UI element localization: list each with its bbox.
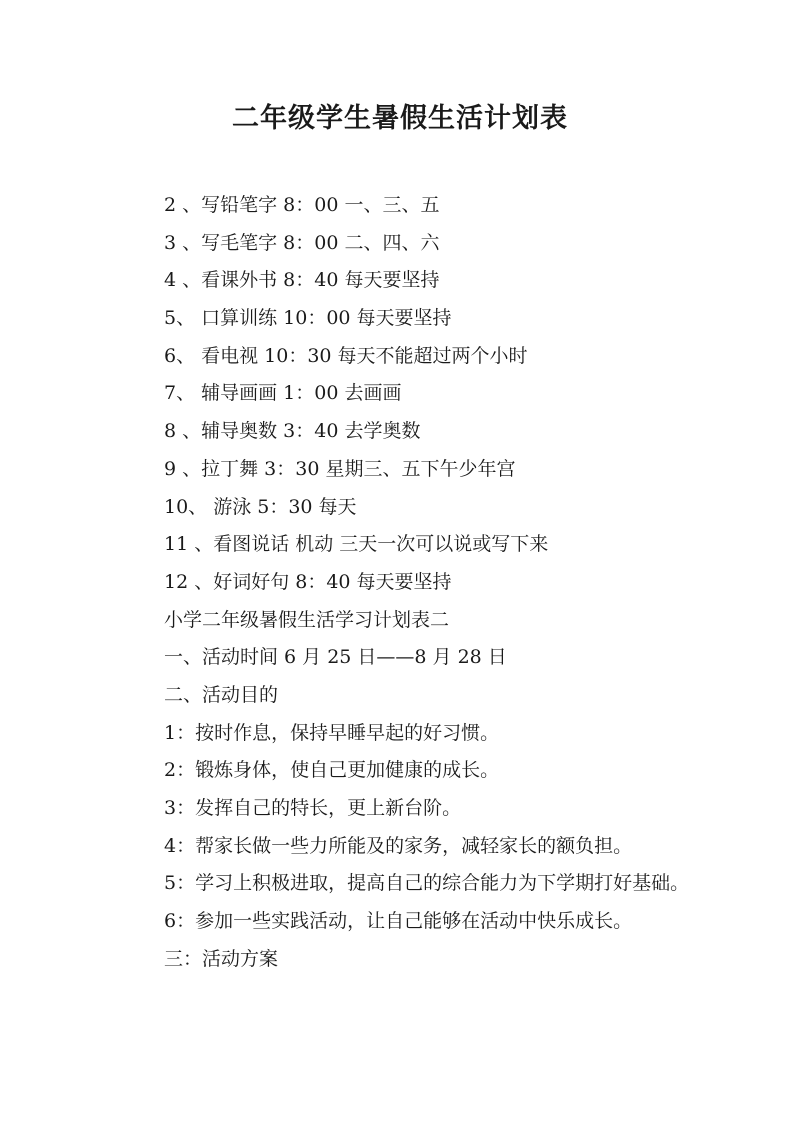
goal-item-5: 5：学习上积极进取，提高自己的综合能力为下学期打好基础。 <box>164 872 690 895</box>
plan-item-2: 2 、写铅笔字 8：00 一、三、五 <box>164 194 440 216</box>
plan-item-11: 11 、看图说话 机动 三天一次可以说或写下来 <box>164 533 549 556</box>
plan-item-10: 10、 游泳 5：30 每天 <box>164 495 357 518</box>
document-body <box>122 187 712 978</box>
plan-item-12: 12 、好词好句 8：40 每天要坚持 <box>164 570 452 593</box>
activity-plan-heading: 三：活动方案 <box>164 947 279 970</box>
plan-item-9: 9 、拉丁舞 3：30 星期三、五下午少年宫 <box>164 457 516 480</box>
activity-time: 一、活动时间 6 月 25 日——8 月 28 日 <box>164 646 507 669</box>
goal-item-6: 6：参加一些实践活动，让自己能够在活动中快乐成长。 <box>164 910 633 933</box>
plan-item-8: 8 、辅导奥数 3：40 去学奥数 <box>164 420 421 443</box>
goal-item-3: 3：发挥自己的特长，更上新台阶。 <box>164 797 462 819</box>
activity-goals-heading: 二、活动目的 <box>164 683 279 706</box>
plan-item-4: 4 、看课外书 8：40 每天要坚持 <box>164 269 440 292</box>
plan-item-7: 7、 辅导画画 1：00 去画画 <box>164 382 402 405</box>
goal-item-1: 1：按时作息，保持早睡早起的好习惯。 <box>164 721 500 744</box>
goal-item-2: 2：锻炼身体，使自己更加健康的成长。 <box>164 759 500 782</box>
goal-item-4: 4：帮家长做一些力所能及的家务，减轻家长的额负担。 <box>164 834 633 857</box>
page-title: 二年级学生暑假生活计划表 <box>232 103 568 134</box>
plan-item-6: 6、 看电视 10：30 每天不能超过两个小时 <box>164 344 528 367</box>
plan-item-3: 3 、写毛笔字 8：00 二、四、六 <box>164 231 440 254</box>
plan-item-5: 5、 口算训练 10：00 每天要坚持 <box>164 307 452 330</box>
section-title-plan-two: 小学二年级暑假生活学习计划表二 <box>164 608 450 631</box>
